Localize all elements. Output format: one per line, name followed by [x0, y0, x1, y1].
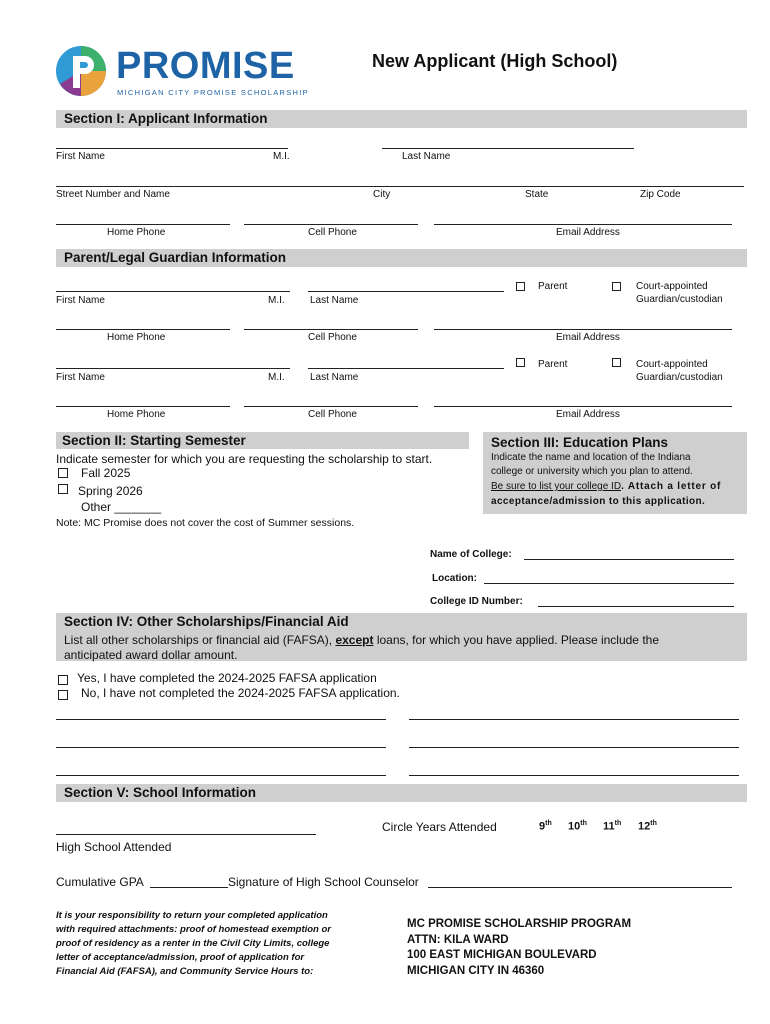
last-name-label: Last Name [402, 151, 451, 162]
grade-11[interactable]: 11th [603, 820, 622, 833]
gpa-line[interactable] [150, 887, 228, 888]
college-name-line[interactable] [524, 559, 734, 560]
address-line: MICHIGAN CITY IN 46360 [407, 964, 545, 977]
guardian2-parent-checkbox[interactable] [516, 358, 525, 367]
gpa-label: Cumulative GPA [56, 875, 144, 889]
footer-note-line: with required attachments: proof of homestead exemption or [56, 924, 332, 935]
guardian1-first-name-line[interactable] [56, 291, 290, 292]
section1-title: Section I: Applicant Information [64, 111, 268, 126]
footer-note-line: letter of acceptance/admission, proof of application for [56, 952, 305, 963]
grade-9[interactable]: 9th [539, 820, 552, 833]
spring-checkbox[interactable] [58, 484, 68, 494]
section3-line4: acceptance/admission to this application. [491, 496, 706, 507]
fall-label: Fall 2025 [81, 466, 131, 480]
aid-line-right-1[interactable] [409, 719, 739, 720]
attach-letter-text: . Attach a letter of [621, 481, 722, 492]
city-label: City [373, 189, 391, 200]
cell-phone-line[interactable] [244, 224, 418, 225]
guardian2-court-label-2: Guardian/custodian [636, 372, 723, 383]
location-line[interactable] [484, 583, 734, 584]
guardian2-home-phone-line[interactable] [56, 406, 230, 407]
guardian2-cell-phone-label: Cell Phone [308, 409, 357, 420]
guardian2-first-name-line[interactable] [56, 368, 290, 369]
guardian2-cell-phone-line[interactable] [244, 406, 418, 407]
guardian1-cell-phone-line[interactable] [244, 329, 418, 330]
signature-line[interactable] [428, 887, 732, 888]
summer-note: Note: MC Promise does not cover the cost of Summer sessions. [56, 517, 355, 529]
guardian2-email-line[interactable] [434, 406, 732, 407]
college-id-emphasis: Be sure to list your college ID [491, 481, 622, 492]
guardian2-email-label: Email Address [556, 409, 620, 420]
logo-name: PROMISE [116, 45, 295, 87]
guardian2-first-name-label: First Name [56, 372, 105, 383]
section4-line1: List all other scholarships or financial aid (FAFSA), except loans, for which you have applied. Please include the [64, 633, 659, 647]
home-phone-line[interactable] [56, 224, 230, 225]
email-label: Email Address [556, 227, 620, 238]
aid-line-left-3[interactable] [56, 775, 386, 776]
circle-years-label: Circle Years Attended [382, 820, 497, 834]
guardian1-email-line[interactable] [434, 329, 732, 330]
fafsa-no-label: No, I have not completed the 2024-2025 FAFSA application. [81, 686, 400, 700]
guardian1-court-checkbox[interactable] [612, 282, 621, 291]
footer-note-line: It is your responsibility to return your completed application [56, 910, 328, 921]
aid-line-right-3[interactable] [409, 775, 739, 776]
guardian1-last-name-label: Last Name [310, 295, 359, 306]
mi-label: M.I. [273, 151, 290, 162]
email-line[interactable] [434, 224, 732, 225]
guardian2-last-name-line[interactable] [308, 368, 504, 369]
cell-phone-label: Cell Phone [308, 227, 357, 238]
guardian1-home-phone-label: Home Phone [107, 332, 166, 343]
address-line: ATTN: KILA WARD [407, 933, 509, 946]
aid-line-left-1[interactable] [56, 719, 386, 720]
section4-line2: anticipated award dollar amount. [64, 648, 238, 662]
section2-instruction: Indicate semester for which you are requesting the scholarship to start. [56, 452, 433, 466]
aid-line-right-2[interactable] [409, 747, 739, 748]
promise-logo [54, 44, 314, 102]
footer-note [56, 909, 331, 979]
guardian2-court-checkbox[interactable] [612, 358, 621, 367]
guardian1-first-name-label: First Name [56, 295, 105, 306]
grade-10[interactable]: 10th [568, 820, 587, 833]
footer-note-line: proof of residency as a renter in the Civil City Limits, college [56, 938, 330, 949]
guardian1-parent-checkbox[interactable] [516, 282, 525, 291]
section5-title: Section V: School Information [64, 785, 257, 800]
college-id-line[interactable] [538, 606, 734, 607]
fall-checkbox[interactable] [58, 468, 68, 478]
except-text: except [335, 633, 374, 647]
fafsa-yes-label: Yes, I have completed the 2024-2025 FAFSA application [77, 671, 377, 685]
section3-line3 [491, 481, 721, 492]
spring-label: Spring 2026 [78, 484, 143, 498]
logo-tagline: MICHIGAN CITY PROMISE SCHOLARSHIP [117, 88, 309, 97]
guardian2-parent-label: Parent [538, 359, 568, 370]
signature-label: Signature of High School Counselor [228, 875, 419, 889]
address-line: MC PROMISE SCHOLARSHIP PROGRAM [407, 918, 632, 930]
promise-p-icon [54, 44, 108, 98]
guardian-title: Parent/Legal Guardian Information [64, 250, 287, 265]
guardian1-mi-label: M.I. [268, 295, 285, 306]
section3-line1: Indicate the name and location of the Indiana [491, 452, 691, 463]
guardian1-court-label-1: Court-appointed [636, 281, 708, 292]
street-label: Street Number and Name [56, 189, 170, 200]
high-school-label: High School Attended [56, 840, 172, 854]
first-name-line[interactable] [56, 148, 288, 149]
guardian1-email-label: Email Address [556, 332, 620, 343]
guardian1-cell-phone-label: Cell Phone [308, 332, 357, 343]
address-line[interactable] [56, 186, 744, 187]
aid-line-left-2[interactable] [56, 747, 386, 748]
first-name-label: First Name [56, 151, 105, 162]
guardian2-mi-label: M.I. [268, 372, 285, 383]
high-school-line[interactable] [56, 834, 316, 835]
section3-line2: college or university which you plan to attend. [491, 466, 693, 477]
college-name-label: Name of College: [430, 549, 512, 560]
guardian1-court-label-2: Guardian/custodian [636, 294, 723, 305]
footer-note-line: Financial Aid (FAFSA), and Community Service Hours to: [56, 966, 314, 977]
fafsa-no-checkbox[interactable] [58, 690, 68, 700]
guardian1-parent-label: Parent [538, 281, 568, 292]
guardian2-home-phone-label: Home Phone [107, 409, 166, 420]
grade-12[interactable]: 12th [638, 820, 657, 833]
address-line: 100 EAST MICHIGAN BOULEVARD [407, 949, 597, 961]
guardian2-last-name-label: Last Name [310, 372, 359, 383]
form-title: New Applicant (High School) [372, 51, 618, 71]
other-label[interactable]: Other _______ [81, 500, 162, 514]
college-id-label: College ID Number: [430, 596, 523, 607]
guardian2-court-label-1: Court-appointed [636, 359, 708, 370]
fafsa-yes-checkbox[interactable] [58, 675, 68, 685]
last-name-line[interactable] [382, 148, 634, 149]
zip-label: Zip Code [640, 189, 681, 200]
guardian1-home-phone-line[interactable] [56, 329, 230, 330]
location-label: Location: [432, 573, 478, 584]
section2-title: Section II: Starting Semester [62, 433, 246, 448]
mailing-address [407, 917, 631, 979]
home-phone-label: Home Phone [107, 227, 166, 238]
section4-title: Section IV: Other Scholarships/Financial Aid [64, 614, 349, 629]
section3-title: Section III: Education Plans [491, 435, 669, 450]
state-label: State [525, 189, 549, 200]
guardian1-last-name-line[interactable] [308, 291, 504, 292]
